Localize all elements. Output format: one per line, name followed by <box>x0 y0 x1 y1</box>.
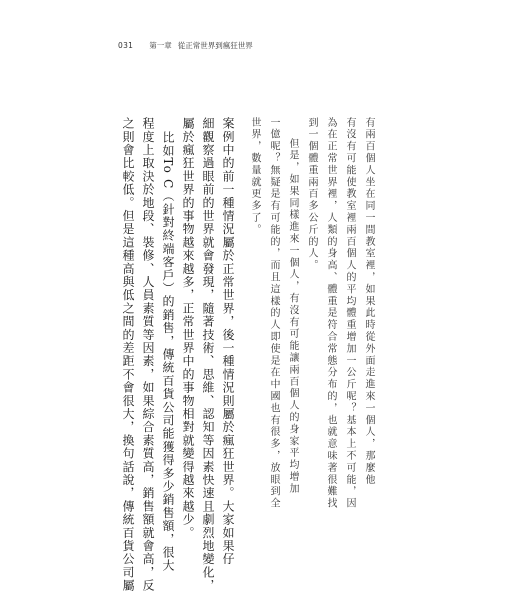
quote-column: 但是，如果同樣進來一個人，有沒有可能讓兩百個人的身家平均增加 <box>287 138 298 495</box>
body-column: 程度上取決於地段、裝修、人員素質等因素，如果綜合素質高，銷售額就會高，反 <box>141 117 155 592</box>
quote-column: 一億呢？無疑是有可能的，而且這樣的人即使是在中國也有很多，放眼到全 <box>268 117 279 510</box>
body-column: 之則會比較低。但是這種高與低之間的差距不會很大，換句話說，傳統百貨公司屬 <box>121 117 135 592</box>
body-column: 屬於瘋狂世界的事物越來越多，正常世界中的事物相對就變得越來越少。 <box>181 117 195 540</box>
body-column: 比如To C（針對終端客戶）的銷售，傳統百貨公司能獲得多少銷售額，很大 <box>161 131 175 573</box>
page-number: 031 <box>118 41 134 50</box>
chapter-title: 從正常世界到瘋狂世界 <box>177 41 253 50</box>
chapter-label: 第一章 <box>149 41 172 50</box>
quote-column: 世界，數量就更多了。 <box>249 117 260 236</box>
quote-column: 有兩百個人坐在同一間教室裡，如果此時從外面走進來一個人，那麼他 <box>363 117 374 486</box>
quote-column: 為在正常世界裡，人類的身高、體重是符合常態分布的，也就意味著很難找 <box>325 117 336 510</box>
quote-column: 到一個體重兩百多公斤的人。 <box>306 117 317 272</box>
page-header <box>118 40 253 51</box>
body-column: 細觀察過眼前的世界就會發現，隨著技術、思維、認知等因素快速且劇烈地變化， <box>201 117 215 592</box>
quote-column: 有沒有可能使教室裡兩百個人的平均體重增加一公斤呢？基本上不可能，因 <box>344 117 355 510</box>
body-column: 案例中的前一種情況屬於正常世界，後一種情況則屬於瘋狂世界。大家如果仔 <box>221 117 235 566</box>
